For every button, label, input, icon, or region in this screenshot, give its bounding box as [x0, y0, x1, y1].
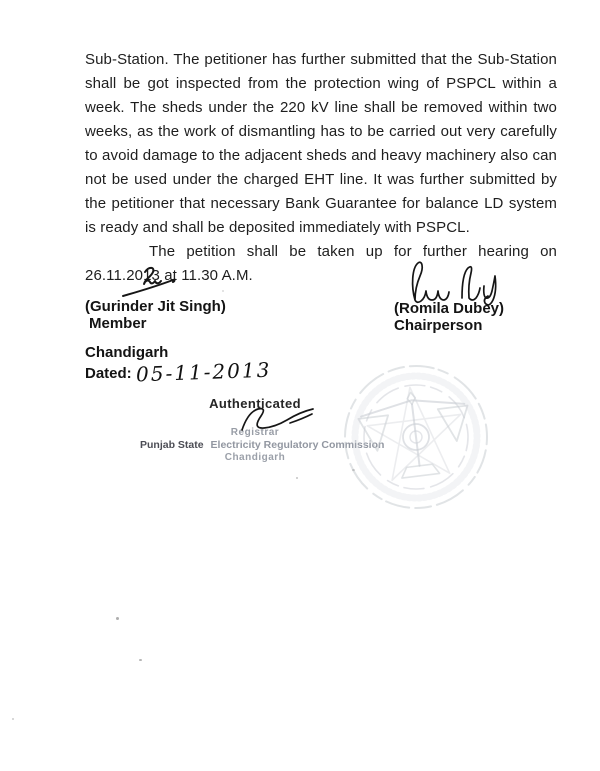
org-name-line — [140, 439, 385, 451]
scan-speck — [222, 290, 224, 292]
org-name-secondary: Electricity Regulatory Commission — [210, 439, 385, 451]
org-name-primary: Punjab State — [140, 439, 204, 451]
scan-speck — [139, 659, 142, 661]
scan-speck — [352, 469, 355, 471]
member-name-block — [85, 298, 226, 332]
place-date-block — [85, 344, 272, 387]
handwritten-date: 05-11-2013 — [135, 357, 272, 387]
chairperson-name-block — [394, 300, 504, 334]
scan-speck — [116, 617, 119, 620]
scan-speck — [12, 718, 14, 720]
member-title: Member — [89, 315, 147, 332]
commission-seal-icon — [337, 358, 495, 516]
date-label: Dated: — [85, 365, 132, 382]
org-city: Chandigarh — [224, 452, 286, 463]
dated-line — [85, 357, 272, 387]
member-signature-icon — [115, 264, 181, 302]
place-name: Chandigarh — [85, 344, 169, 361]
authenticated-label: Authenticated — [209, 396, 301, 411]
body-text — [85, 48, 557, 288]
chairperson-title: Chairperson — [394, 317, 483, 334]
paragraph-hearing: The petition shall be taken up for further hearing on 26.11.2013 at 11.30 A.M. — [85, 243, 557, 284]
member-name: (Gurinder Jit Singh) — [85, 298, 226, 315]
registrar-title: Registrar — [230, 427, 280, 438]
paragraph-substation: Sub-Station. The petitioner has further submitted that the Sub-Station shall be got inspected from the protection wing of PSPCL within a week. The sheds under the 220 kV line shall be removed within two weeks, as the work of dismantling has to be carried out very carefully to avoid damage to the adjacent sheds and heavy machinery also can not be used under the charged EHT line. It was further submitted by the petitioner that necessary Bank Guarantee for balance LD system is ready and shall be deposited immediately with PSPCL. — [85, 51, 557, 236]
registrar-signature-icon — [230, 399, 322, 439]
scan-speck — [296, 477, 298, 479]
chairperson-name: (Romila Dubey) — [394, 300, 505, 317]
